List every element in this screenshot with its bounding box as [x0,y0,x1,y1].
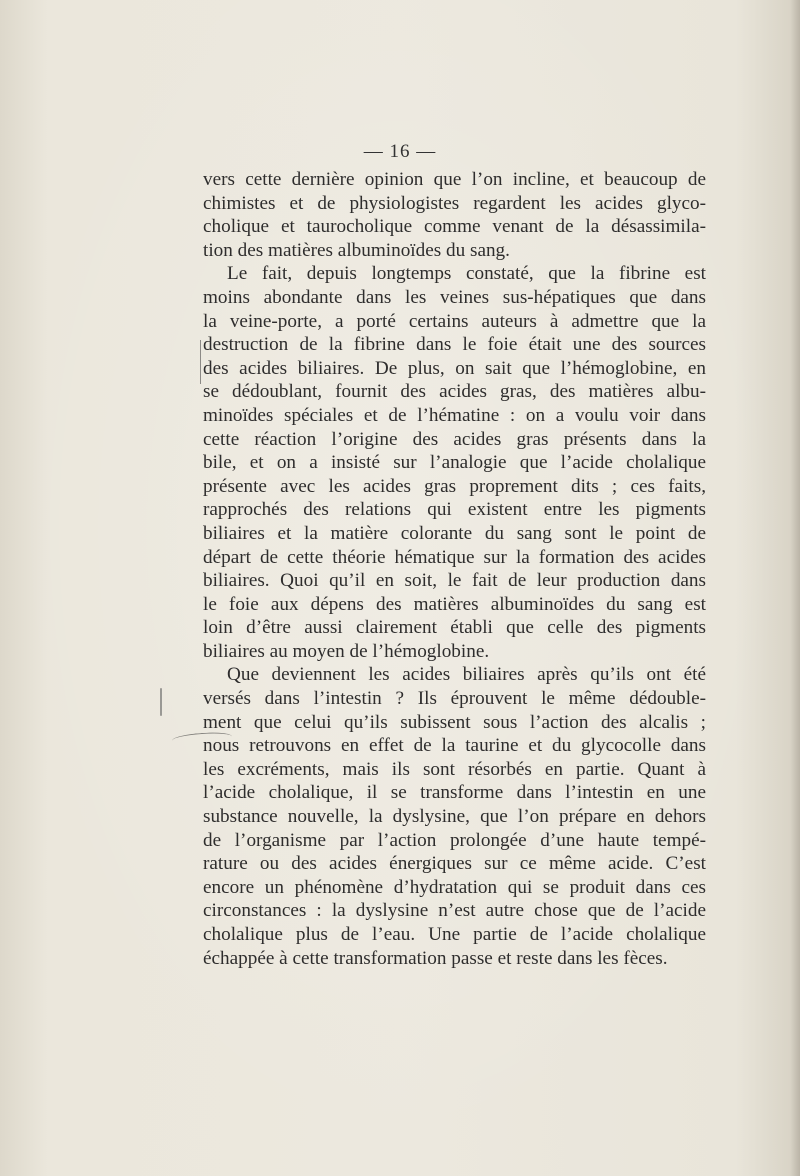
text-line: départ de cette théorie hématique sur la formation des acides [203,546,706,568]
text-line: présente avec les acides gras proprement dits ; ces faits, [203,475,706,497]
text-line: cholique et taurocholique comme venant de la désassimila- [203,216,706,238]
body-text [203,168,706,970]
text-line: biliaires. Quoi qu’il en soit, le fait de leur production dans [203,570,706,592]
page-edge-shadow [790,0,800,1176]
text-line: Que deviennent les acides biliaires après qu’ils ont été [227,664,706,686]
text-line: encore un phénomène d’hydratation qui se produit dans ces [203,876,706,898]
text-line: des acides biliaires. De plus, on sait que l’hémoglobine, en [203,357,706,379]
text-line: se dédoublant, fournit des acides gras, des matières albu- [203,381,706,403]
text-line: bile, et on a insisté sur l’analogie que l’acide cholalique [203,452,706,474]
text-line: chimistes et de physiologistes regardent les acides glyco- [203,192,706,214]
text-line: tion des matières albuminoïdes du sang. [203,239,510,261]
text-line: circonstances : la dyslysine n’est autre chose que de l’acide [203,900,706,922]
page-number: — 16 — [363,141,437,162]
text-line: rapprochés des relations qui existent entre les pigments [203,499,706,521]
text-line: cette réaction l’origine des acides gras présents dans la [203,428,706,450]
text-line: versés dans l’intestin ? Ils éprouvent le même dédouble- [203,688,706,710]
text-line: rature ou des acides énergiques sur ce même acide. C’est [203,853,706,875]
text-line: nous retrouvons en effet de la taurine et du glycocolle dans [203,735,706,757]
text-line: biliaires et la matière colorante du sang sont le point de [203,522,706,544]
text-line: Le fait, depuis longtemps constaté, que la fibrine est [227,263,706,285]
text-line: les excréments, mais ils sont résorbés en partie. Quant à [203,758,706,780]
text-line: échappée à cette transformation passe et reste dans les fèces. [203,947,668,969]
margin-pencil-mark [160,688,162,716]
text-line: loin d’être aussi clairement établi que celle des pigments [203,617,706,639]
text-line: cholalique plus de l’eau. Une partie de l’acide cholalique [203,924,706,945]
text-line: vers cette dernière opinion que l’on incline, et beaucoup de [203,169,706,190]
text-line: le foie aux dépens des matières albuminoïdes du sang est [203,593,706,615]
text-line: l’acide cholalique, il se transforme dans l’intestin en une [203,782,706,804]
text-line: de l’organisme par l’action prolongée d’une haute tempé- [203,829,706,851]
text-line: la veine-porte, a porté certains auteurs à admettre que la [203,310,706,332]
text-line: destruction de la fibrine dans le foie était une des sources [203,334,706,356]
text-line: substance nouvelle, la dyslysine, que l’on prépare en dehors [203,806,706,828]
text-line: biliaires au moyen de l’hémoglobine. [203,640,490,662]
text-line: ment que celui qu’ils subissent sous l’action des alcalis ; [203,711,706,733]
text-line: moins abondante dans les veines sus-hépatiques que dans [203,286,706,308]
text-line: minoïdes spéciales et de l’hématine : on a voulu voir dans [203,404,706,426]
